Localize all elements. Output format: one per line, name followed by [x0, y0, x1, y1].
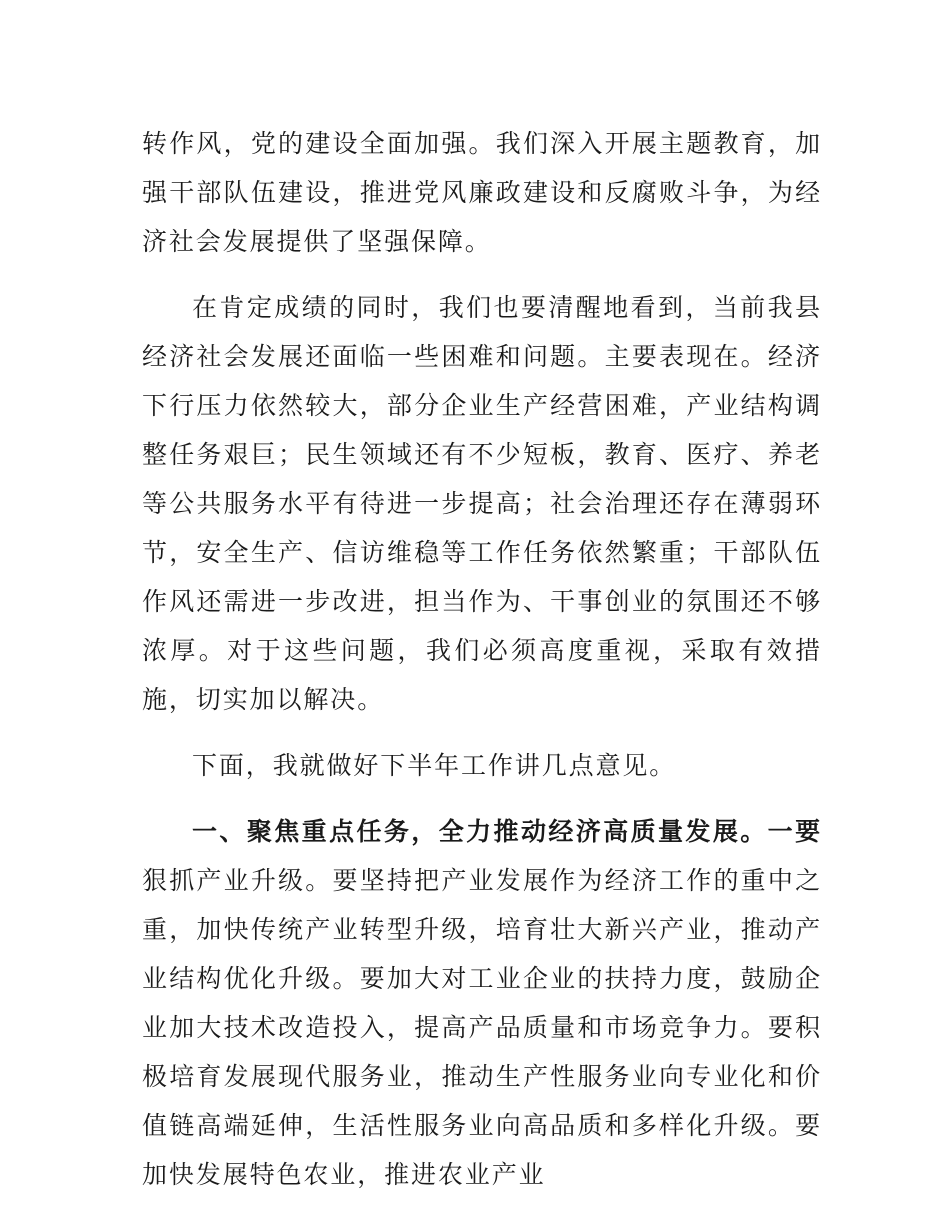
paragraph-transition: 下面，我就做好下半年工作讲几点意见。 [192, 751, 677, 780]
paragraph-problems: 在肯定成绩的同时，我们也要清醒地看到，当前我县经济社会发展还面临一些困难和问题。主要表现在。经济下行压力依然较大，部分企业生产经营困难，产业结构调整任务艰巨；民生领域还有不少短板，教育、医疗、养老等公共服务水平有待进一步提高；社会治理还存在薄弱环节，安全生产、信访维稳等工作任务依然繁重；干部队伍作风还需进一步改进，担当作为、干事创业的氛围还不够浓厚。对于这些问题，我们必须高度重视，采取有效措施，切实加以解决。 [142, 293, 822, 714]
paragraph-continued-party-building: 转作风，党的建设全面加强。我们深入开展主题教育，加强干部队伍建设，推进党风廉政建设和反腐败斗争，为经济社会发展提供了坚强保障。 [142, 129, 822, 256]
document-body [142, 119, 822, 1216]
paragraph-section-one [142, 807, 822, 1199]
section-one-body: 狠抓产业升级。要坚持把产业发展作为经济工作的重中之重，加快传统产业转型升级，培育壮大新兴产业，推动产业结构优化升级。要加大对工业企业的扶持力度，鼓励企业加大技术改造投入，提高产品质量和市场竞争力。要积极培育发展现代服务业，推动生产性服务业向专业化和价值链高端延伸，生活性服务业向高品质和多样化升级。要加快发展特色农业，推进农业产业 [142, 866, 822, 1189]
section-lead-first: 一要 [767, 817, 822, 846]
section-heading-one: 一、聚焦重点任务，全力推动经济高质量发展。 [192, 817, 768, 846]
